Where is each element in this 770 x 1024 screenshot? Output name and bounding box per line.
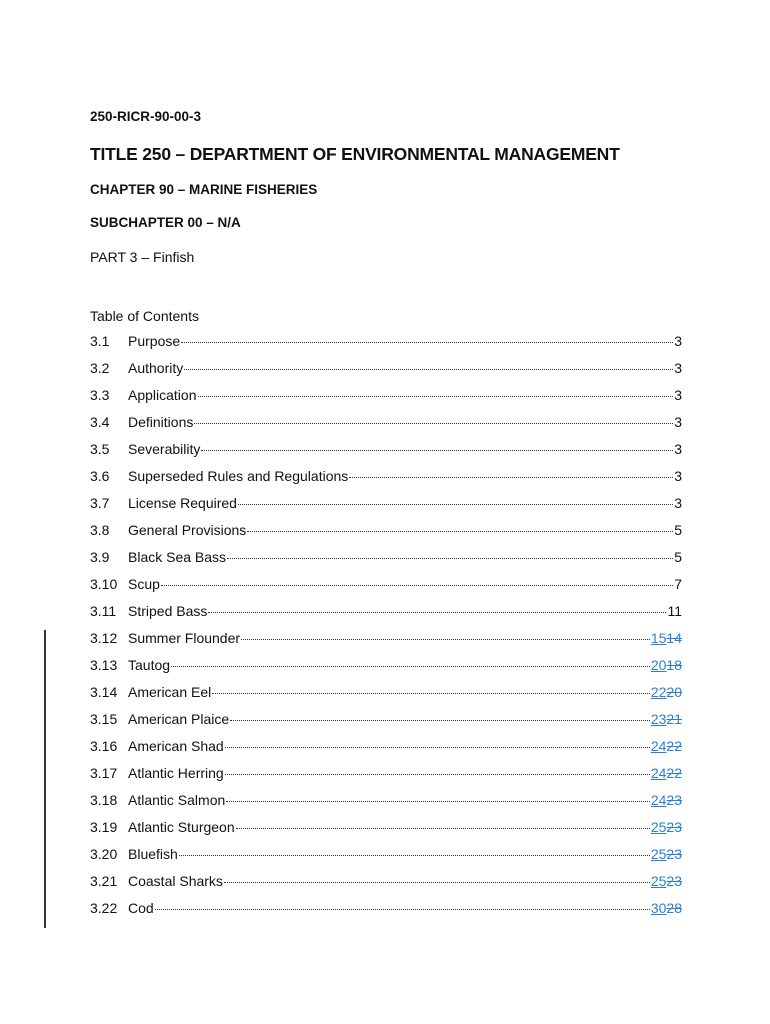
toc-page-number (651, 630, 682, 646)
toc-entry[interactable] (90, 603, 682, 630)
toc-dot-leader (247, 531, 673, 532)
toc-entry[interactable] (90, 711, 682, 738)
toc-entry-label: Coastal Sharks (128, 873, 223, 889)
toc-entry[interactable] (90, 441, 682, 468)
toc-page-deleted: 18 (666, 657, 682, 673)
toc-entry-number: 3.5 (90, 441, 110, 457)
toc-entry-label: Striped Bass (128, 603, 208, 619)
toc-dot-leader (225, 747, 650, 748)
toc-dot-leader (155, 909, 650, 910)
toc-entry[interactable] (90, 495, 682, 522)
chapter-heading: CHAPTER 90 – MARINE FISHERIES (90, 182, 318, 197)
toc-entry-number: 3.14 (90, 684, 118, 700)
toc-entry-label: Scup (128, 576, 160, 592)
toc-entry-label: Black Sea Bass (128, 549, 227, 565)
toc-entry-number: 3.12 (90, 630, 118, 646)
toc-entry-number: 3.13 (90, 657, 118, 673)
toc-page-inserted: 25 (650, 819, 667, 835)
toc-dot-leader (184, 369, 673, 370)
toc-entry-label: American Plaice (128, 711, 230, 727)
toc-dot-leader (241, 639, 650, 640)
toc-page-number (651, 846, 682, 862)
subchapter-heading: SUBCHAPTER 00 – N/A (90, 215, 241, 230)
toc-entry-label: American Shad (128, 738, 224, 754)
toc-entry-number: 3.7 (90, 495, 110, 511)
toc-page-number: 11 (667, 603, 682, 619)
toc-page-number (651, 657, 682, 673)
toc-entry-number: 3.22 (90, 900, 118, 916)
toc-dot-leader (224, 882, 650, 883)
toc-entry[interactable] (90, 657, 682, 684)
toc-entry[interactable] (90, 846, 682, 873)
toc-dot-leader (349, 477, 673, 478)
toc-page-number (651, 711, 682, 727)
toc-entry[interactable] (90, 387, 682, 414)
toc-page-number: 3 (674, 468, 682, 484)
toc-entry[interactable] (90, 873, 682, 900)
toc-page-inserted: 25 (650, 873, 667, 889)
toc-page-deleted: 23 (666, 873, 682, 889)
toc-dot-leader (227, 558, 673, 559)
toc-entry-number: 3.11 (90, 603, 117, 619)
toc-entry-number: 3.19 (90, 819, 118, 835)
toc-heading: Table of Contents (90, 308, 199, 324)
toc-entry-number: 3.15 (90, 711, 118, 727)
toc-entry-label: Atlantic Salmon (128, 792, 226, 808)
toc-page-number (651, 900, 682, 916)
toc-page-inserted: 24 (650, 738, 667, 754)
toc-entry-label: Bluefish (128, 846, 178, 862)
toc-entry-number: 3.6 (90, 468, 110, 484)
toc-page-inserted: 20 (650, 657, 667, 673)
toc-entry-label: Atlantic Sturgeon (128, 819, 235, 835)
toc-page-number: 7 (674, 576, 682, 592)
toc-page-deleted: 23 (666, 819, 682, 835)
toc-page-number: 5 (674, 522, 682, 538)
toc-page-inserted: 22 (650, 684, 667, 700)
toc-dot-leader (212, 693, 650, 694)
toc-page-deleted: 23 (666, 792, 682, 808)
toc-entry[interactable] (90, 333, 682, 360)
toc-entry[interactable] (90, 900, 682, 927)
toc-entry[interactable] (90, 792, 682, 819)
toc-page-inserted: 15 (650, 630, 667, 646)
toc-page-deleted: 14 (666, 630, 682, 646)
toc-page-deleted: 22 (666, 738, 682, 754)
toc-entry-number: 3.20 (90, 846, 118, 862)
toc-page-number: 3 (674, 333, 682, 349)
toc-entry-number: 3.2 (90, 360, 110, 376)
toc-page-number (651, 765, 682, 781)
toc-entry[interactable] (90, 549, 682, 576)
toc-entry-number: 3.1 (90, 333, 110, 349)
toc-page-number: 3 (674, 387, 682, 403)
toc-entry-number: 3.8 (90, 522, 110, 538)
toc-entry[interactable] (90, 684, 682, 711)
toc-entry-number: 3.10 (90, 576, 118, 592)
toc-page-inserted: 23 (650, 711, 667, 727)
regulation-code: 250-RICR-90-00-3 (90, 109, 202, 124)
toc-entry-label: General Provisions (128, 522, 247, 538)
toc-page-inserted: 30 (650, 900, 667, 916)
toc-entry[interactable] (90, 738, 682, 765)
toc-page-number (651, 819, 682, 835)
toc-page-number (651, 792, 682, 808)
toc-entry-label: Severability (128, 441, 201, 457)
toc-entry-label: American Eel (128, 684, 212, 700)
toc-page-deleted: 23 (666, 846, 682, 862)
toc-dot-leader (171, 666, 650, 667)
toc-page-inserted: 24 (650, 765, 667, 781)
toc-entry[interactable] (90, 576, 682, 603)
toc-entry[interactable] (90, 819, 682, 846)
toc-entry-number: 3.4 (90, 414, 110, 430)
document-title: TITLE 250 – DEPARTMENT OF ENVIRONMENTAL MANAGEMENT (90, 144, 620, 164)
toc-dot-leader (194, 423, 673, 424)
toc-page-number: 5 (674, 549, 682, 565)
toc-page-number (651, 873, 682, 889)
toc-entry-label: Superseded Rules and Regulations (128, 468, 349, 484)
toc-dot-leader (161, 585, 673, 586)
toc-dot-leader (236, 828, 650, 829)
toc-entry-label: Authority (128, 360, 184, 376)
toc-dot-leader (181, 342, 673, 343)
toc-entry-number: 3.17 (90, 765, 118, 781)
toc-entry-number: 3.18 (90, 792, 118, 808)
toc-dot-leader (201, 450, 673, 451)
toc-page-deleted: 22 (666, 765, 682, 781)
table-of-contents (90, 333, 682, 927)
toc-page-deleted: 28 (666, 900, 682, 916)
toc-page-deleted: 21 (666, 711, 682, 727)
toc-page-number: 3 (674, 414, 682, 430)
toc-entry[interactable] (90, 630, 682, 657)
toc-entry-number: 3.21 (90, 873, 118, 889)
toc-entry-number: 3.9 (90, 549, 110, 565)
toc-page-number (651, 684, 682, 700)
toc-page-number: 3 (674, 360, 682, 376)
toc-entry-number: 3.3 (90, 387, 110, 403)
toc-entry[interactable] (90, 468, 682, 495)
toc-dot-leader (225, 774, 650, 775)
toc-dot-leader (230, 720, 650, 721)
part-heading: PART 3 – Finfish (90, 249, 195, 265)
toc-entry[interactable] (90, 360, 682, 387)
toc-entry-number: 3.16 (90, 738, 118, 754)
toc-entry-label: Tautog (128, 657, 171, 673)
toc-entry-label: Cod (128, 900, 154, 916)
toc-page-inserted: 24 (650, 792, 667, 808)
toc-entry-label: Purpose (128, 333, 181, 349)
revision-change-bar (44, 630, 46, 928)
toc-page-inserted: 25 (650, 846, 667, 862)
toc-dot-leader (198, 396, 674, 397)
toc-entry-label: Atlantic Herring (128, 765, 224, 781)
toc-entry-label: Summer Flounder (128, 630, 241, 646)
toc-entry[interactable] (90, 522, 682, 549)
toc-page-number: 3 (674, 495, 682, 511)
toc-dot-leader (179, 855, 650, 856)
toc-page-number: 3 (674, 441, 682, 457)
toc-page-deleted: 20 (666, 684, 682, 700)
toc-entry-label: License Required (128, 495, 237, 511)
toc-dot-leader (226, 801, 650, 802)
toc-entry[interactable] (90, 765, 682, 792)
toc-page-number (651, 738, 682, 754)
toc-dot-leader (238, 504, 673, 505)
toc-entry[interactable] (90, 414, 682, 441)
toc-entry-label: Application (128, 387, 197, 403)
toc-entry-label: Definitions (128, 414, 194, 430)
toc-dot-leader (208, 612, 666, 613)
